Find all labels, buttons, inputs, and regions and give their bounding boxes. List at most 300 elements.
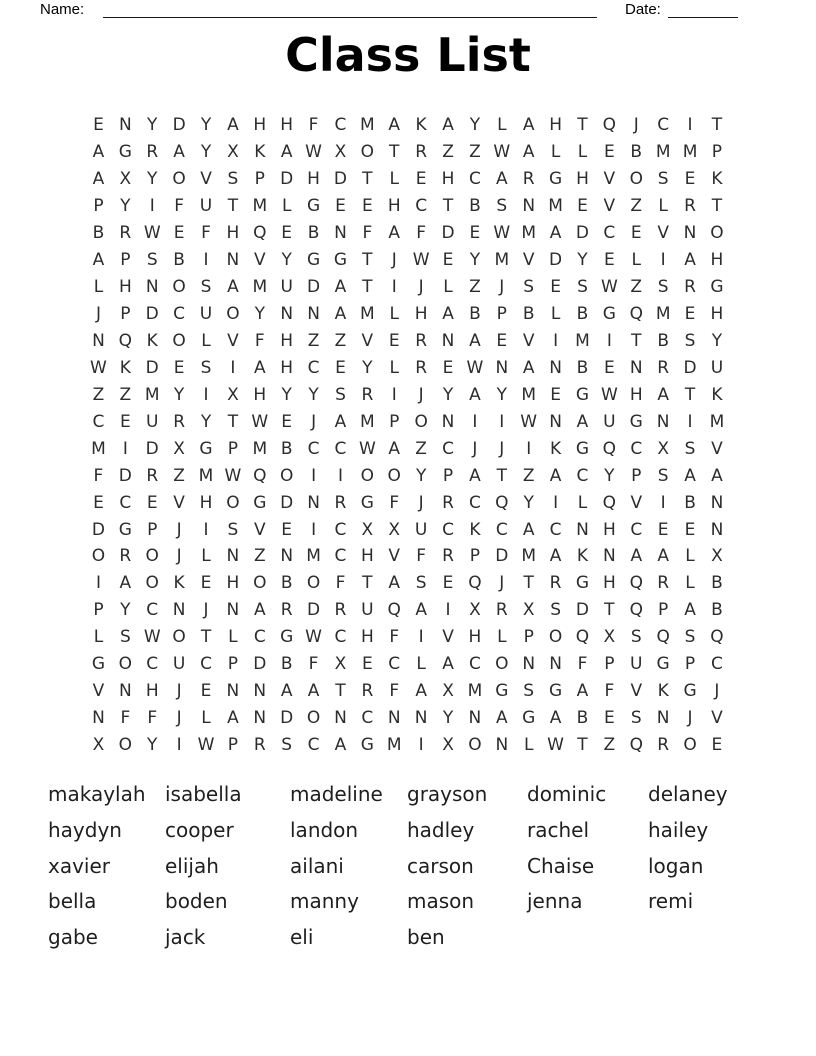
grid-letter: S (200, 357, 212, 378)
grid-letter: G (199, 438, 213, 459)
grid-letter: Z (307, 330, 320, 351)
grid-letter: E (469, 223, 481, 244)
grid-letter: Q (118, 330, 133, 351)
grid-letter: H (387, 196, 401, 217)
grid-letter: Q (575, 627, 590, 648)
grid-letter: L (389, 304, 399, 325)
grid-letter: H (360, 546, 374, 567)
grid-letter: R (657, 357, 670, 378)
grid-letter: M (360, 411, 375, 432)
grid-letter: I (553, 492, 559, 513)
grid-letter: A (549, 708, 562, 729)
grid-letter: E (200, 681, 212, 702)
grid-letter: O (118, 654, 133, 675)
grid-letter: P (711, 142, 723, 163)
word-list-column (407, 777, 527, 956)
grid-letter: M (306, 546, 321, 567)
grid-letter: Q (495, 492, 509, 513)
grid-letter: O (414, 411, 428, 432)
grid-letter: I (203, 384, 209, 405)
grid-letter: I (391, 384, 397, 405)
grid-letter: F (93, 465, 104, 486)
grid-letter: H (576, 169, 589, 190)
grid-letter: J (499, 277, 505, 298)
grid-letter: P (254, 169, 265, 190)
grid-letter: N (522, 196, 536, 217)
grid-letter: A (388, 115, 401, 136)
grid-letter: R (442, 546, 454, 567)
grid-letter: Y (442, 708, 454, 729)
grid-letter: Y (711, 330, 723, 351)
grid-letter: O (629, 169, 643, 190)
grid-letter: P (469, 546, 481, 567)
grid-letter: F (604, 681, 615, 702)
grid-letter: C (307, 438, 320, 459)
grid-letter: Q (629, 573, 643, 594)
grid-letter: T (362, 169, 373, 190)
grid-letter: J (418, 384, 424, 405)
grid-letter: T (227, 411, 239, 432)
grid-letter: S (657, 169, 669, 190)
word-list (48, 777, 768, 956)
grid-letter: P (523, 627, 534, 648)
grid-letter: T (577, 115, 588, 136)
grid-letter: T (362, 250, 373, 271)
grid-letter: F (362, 223, 373, 244)
grid-letter: F (577, 654, 588, 675)
grid-letter: G (575, 438, 590, 459)
grid-letter: J (176, 546, 182, 567)
word-list-item: logan (648, 853, 704, 878)
grid-letter: P (658, 600, 669, 621)
grid-letter: N (118, 681, 132, 702)
grid-letter: G (629, 411, 643, 432)
grid-letter: E (335, 196, 346, 217)
grid-letter: J (203, 600, 209, 621)
grid-letter: Q (656, 627, 670, 648)
grid-letter: O (172, 277, 186, 298)
grid-letter: O (468, 735, 482, 756)
grid-letter: N (280, 304, 294, 325)
grid-letter: A (576, 681, 589, 702)
grid-letter: Z (630, 277, 643, 298)
grid-letter: S (550, 600, 561, 621)
grid-letter: O (253, 573, 267, 594)
grid-letter: K (657, 681, 669, 702)
grid-letter: D (307, 277, 321, 298)
grid-letter: Q (387, 600, 401, 621)
grid-letter: G (656, 654, 670, 675)
grid-letter: N (683, 223, 697, 244)
grid-letter: J (714, 681, 720, 702)
grid-letter: A (253, 357, 266, 378)
grid-letter: O (360, 465, 375, 486)
grid-letter: U (361, 600, 374, 621)
grid-letter: L (201, 546, 211, 567)
grid-letter: N (495, 735, 509, 756)
grid-letter: H (280, 115, 294, 136)
grid-letter: X (119, 169, 132, 190)
grid-letter: I (149, 196, 155, 217)
grid-letter: D (118, 465, 132, 486)
grid-letter: U (199, 304, 213, 325)
grid-letter: N (710, 492, 724, 513)
grid-letter: I (526, 438, 532, 459)
word-list-column (527, 777, 648, 956)
grid-letter: S (684, 438, 696, 459)
grid-letter: S (227, 519, 239, 540)
grid-letter: R (361, 384, 374, 405)
grid-letter: Q (629, 304, 643, 325)
grid-letter: K (415, 115, 427, 136)
grid-letter: W (143, 223, 161, 244)
grid-letter: R (684, 196, 696, 217)
grid-letter: I (337, 465, 343, 486)
grid-letter: N (629, 357, 643, 378)
grid-letter: Z (253, 546, 266, 567)
grid-letter: F (174, 196, 184, 217)
grid-letter: F (389, 681, 400, 702)
grid-letter: B (630, 142, 643, 163)
page-title: Class List (285, 28, 531, 82)
grid-letter: C (630, 519, 643, 540)
grid-letter: N (172, 600, 186, 621)
grid-letter: N (468, 708, 482, 729)
grid-letter: X (442, 735, 454, 756)
grid-letter: Z (469, 142, 481, 163)
grid-letter: B (92, 223, 105, 244)
grid-letter: C (468, 492, 481, 513)
grid-letter: V (227, 330, 239, 351)
grid-letter: T (631, 330, 642, 351)
grid-letter: A (227, 708, 239, 729)
grid-letter: E (93, 492, 104, 513)
grid-letter: X (361, 519, 374, 540)
grid-letter: P (496, 304, 507, 325)
grid-letter: X (442, 681, 454, 702)
grid-letter: C (657, 115, 670, 136)
grid-letter: H (441, 169, 455, 190)
grid-letter: W (197, 735, 215, 756)
grid-letter: P (389, 411, 400, 432)
grid-letter: K (146, 330, 158, 351)
grid-letter: T (362, 573, 373, 594)
grid-letter: N (307, 492, 320, 513)
grid-letter: E (146, 492, 158, 513)
grid-letter: V (200, 169, 212, 190)
word-list-item: rachel (527, 817, 590, 842)
grid-letter: T (496, 465, 507, 486)
grid-letter: G (710, 277, 724, 298)
grid-letter: Z (334, 330, 347, 351)
grid-letter: J (499, 438, 505, 459)
grid-letter: G (575, 573, 590, 594)
grid-letter: A (388, 438, 401, 459)
grid-letter: C (710, 654, 723, 675)
word-list-item: elijah (165, 853, 219, 878)
grid-letter: I (176, 735, 182, 756)
grid-letter: E (173, 223, 185, 244)
grid-letter: X (334, 142, 347, 163)
grid-letter: A (415, 600, 427, 621)
grid-letter: L (389, 357, 399, 378)
grid-letter: C (200, 654, 212, 675)
grid-letter: G (306, 250, 321, 271)
grid-letter: T (577, 735, 588, 756)
grid-letter: N (280, 546, 294, 567)
grid-letter: A (334, 411, 347, 432)
grid-letter: F (389, 627, 400, 648)
grid-letter: E (684, 304, 696, 325)
word-list-item: carson (407, 853, 474, 878)
grid-letter: Y (281, 384, 292, 405)
grid-letter: O (91, 546, 106, 567)
grid-letter: I (311, 519, 317, 540)
grid-letter: A (549, 546, 562, 567)
grid-letter: H (602, 573, 616, 594)
grid-letter: E (281, 411, 293, 432)
grid-letter: G (118, 519, 132, 540)
grid-letter: I (606, 330, 612, 351)
grid-letter: I (418, 627, 424, 648)
grid-letter: D (441, 223, 455, 244)
grid-letter: M (360, 115, 375, 136)
grid-letter: B (522, 304, 535, 325)
grid-letter: A (522, 142, 535, 163)
grid-letter: S (630, 627, 642, 648)
grid-letter: O (306, 573, 321, 594)
grid-letter: M (494, 250, 510, 271)
word-list-column (165, 777, 290, 956)
grid-letter: L (631, 250, 641, 271)
grid-letter: V (388, 546, 401, 567)
grid-letter: L (201, 330, 211, 351)
grid-letter: H (414, 304, 428, 325)
grid-letter: G (91, 654, 106, 675)
grid-letter: Y (469, 115, 481, 136)
grid-letter: A (334, 277, 347, 298)
grid-letter: Y (147, 115, 158, 136)
grid-letter: C (468, 654, 481, 675)
grid-letter: R (522, 169, 535, 190)
grid-letter: N (603, 546, 616, 567)
grid-letter: W (493, 223, 511, 244)
word-list-item: haydyn (48, 817, 122, 842)
grid-letter: I (122, 438, 128, 459)
grid-letter: G (548, 169, 563, 190)
grid-letter: S (200, 277, 212, 298)
grid-letter: G (602, 304, 616, 325)
grid-letter: A (657, 384, 669, 405)
grid-letter: H (226, 573, 240, 594)
grid-letter: H (253, 115, 267, 136)
grid-letter: C (442, 519, 454, 540)
grid-letter: R (657, 573, 670, 594)
grid-letter: T (711, 196, 723, 217)
grid-letter: V (442, 627, 454, 648)
grid-letter: B (576, 357, 589, 378)
grid-letter: B (684, 492, 696, 513)
grid-letter: A (522, 519, 535, 540)
grid-letter: R (549, 573, 562, 594)
grid-letter: E (200, 573, 212, 594)
grid-letter: Y (200, 142, 212, 163)
grid-letter: T (442, 196, 454, 217)
grid-letter: D (307, 600, 321, 621)
grid-letter: H (307, 169, 320, 190)
grid-letter: E (684, 169, 696, 190)
grid-letter: M (252, 438, 268, 459)
word-list-item: jenna (527, 889, 583, 914)
grid-letter: E (496, 330, 508, 351)
grid-letter: I (311, 465, 317, 486)
grid-letter: A (227, 277, 239, 298)
grid-letter: I (660, 250, 666, 271)
grid-letter: Z (630, 196, 643, 217)
grid-letter: G (306, 196, 321, 217)
grid-letter: O (172, 169, 186, 190)
grid-letter: E (550, 277, 561, 298)
grid-letter: T (684, 384, 696, 405)
grid-letter: P (120, 250, 131, 271)
grid-letter: V (630, 492, 643, 513)
grid-letter: O (710, 223, 724, 244)
grid-letter: M (360, 304, 375, 325)
grid-letter: M (252, 277, 268, 298)
grid-letter: W (305, 142, 322, 163)
grid-letter: W (412, 250, 430, 271)
grid-letter: U (199, 196, 213, 217)
grid-letter: Q (602, 115, 617, 136)
grid-letter: R (173, 411, 186, 432)
word-list-item: boden (165, 889, 228, 914)
grid-letter: C (549, 519, 562, 540)
word-list-item: jack (165, 925, 206, 950)
grid-letter: J (391, 250, 397, 271)
grid-letter: U (630, 654, 643, 675)
grid-letter: F (308, 115, 319, 136)
grid-letter: E (335, 357, 346, 378)
grid-letter: M (575, 330, 590, 351)
grid-letter: I (418, 735, 424, 756)
grid-letter: O (145, 573, 159, 594)
grid-letter: X (388, 519, 401, 540)
grid-letter: S (630, 708, 642, 729)
grid-letter: O (495, 654, 509, 675)
grid-letter: B (280, 573, 293, 594)
grid-letter: I (445, 600, 451, 621)
grid-letter: L (93, 277, 104, 298)
grid-letter: H (710, 304, 724, 325)
grid-letter: N (226, 681, 240, 702)
grid-letter: P (604, 654, 615, 675)
grid-letter: V (522, 330, 535, 351)
grid-letter: Z (92, 384, 105, 405)
date-blank-line (668, 17, 738, 18)
grid-letter: H (253, 384, 267, 405)
grid-letter: A (549, 465, 562, 486)
grid-letter: E (630, 223, 642, 244)
grid-letter: E (361, 654, 373, 675)
grid-letter: S (496, 196, 508, 217)
grid-letter: Y (308, 384, 319, 405)
name-blank-line (103, 17, 597, 18)
grid-letter: Q (253, 223, 267, 244)
grid-letter: N (441, 411, 455, 432)
grid-letter: P (93, 600, 104, 621)
grid-letter: C (307, 735, 320, 756)
grid-letter: N (656, 708, 670, 729)
word-list-item: xavier (48, 853, 111, 878)
grid-letter: U (172, 654, 186, 675)
grid-letter: G (683, 681, 697, 702)
grid-letter: V (630, 681, 643, 702)
grid-letter: B (280, 438, 293, 459)
grid-letter: A (442, 304, 454, 325)
grid-letter: V (92, 681, 105, 702)
grid-letter: P (120, 304, 131, 325)
grid-letter: C (92, 411, 105, 432)
grid-letter: R (657, 735, 670, 756)
grid-letter: Z (119, 384, 132, 405)
grid-letter: A (469, 384, 481, 405)
grid-letter: Y (120, 196, 131, 217)
grid-letter: M (709, 411, 725, 432)
grid-letter: L (389, 169, 399, 190)
grid-letter: L (281, 196, 292, 217)
grid-letter: S (119, 627, 131, 648)
grid-letter: Q (602, 438, 617, 459)
grid-letter: J (95, 304, 101, 325)
grid-letter: E (603, 250, 615, 271)
grid-letter: A (415, 681, 427, 702)
grid-letter: J (176, 681, 182, 702)
grid-letter: M (521, 384, 537, 405)
grid-letter: X (334, 654, 347, 675)
grid-letter: C (334, 519, 347, 540)
grid-letter: G (522, 708, 536, 729)
word-list-item: delaney (648, 782, 728, 806)
grid-letter: M (252, 196, 268, 217)
grid-letter: R (334, 492, 347, 513)
grid-letter: N (118, 115, 132, 136)
grid-letter: Y (604, 465, 615, 486)
grid-letter: P (227, 438, 239, 459)
word-list-item: dominic (527, 782, 607, 806)
grid-letter: Z (173, 465, 185, 486)
grid-letter: T (523, 573, 534, 594)
grid-letter: E (173, 357, 185, 378)
grid-letter: G (333, 250, 348, 271)
grid-letter: A (227, 115, 239, 136)
wordsearch-grid (85, 112, 730, 759)
grid-letter: J (472, 438, 478, 459)
grid-letter: F (201, 223, 211, 244)
grid-letter: Y (469, 250, 481, 271)
grid-letter: N (334, 223, 347, 244)
grid-letter: Y (147, 169, 158, 190)
grid-letter: U (710, 357, 724, 378)
grid-letter: M (521, 546, 537, 567)
grid-letter: S (523, 681, 535, 702)
grid-letter: Y (200, 115, 212, 136)
grid-letter: E (550, 384, 561, 405)
grid-letter: O (226, 492, 240, 513)
grid-letter: L (577, 142, 588, 163)
grid-letter: W (143, 627, 161, 648)
grid-letter: A (684, 600, 696, 621)
grid-letter: H (468, 627, 482, 648)
